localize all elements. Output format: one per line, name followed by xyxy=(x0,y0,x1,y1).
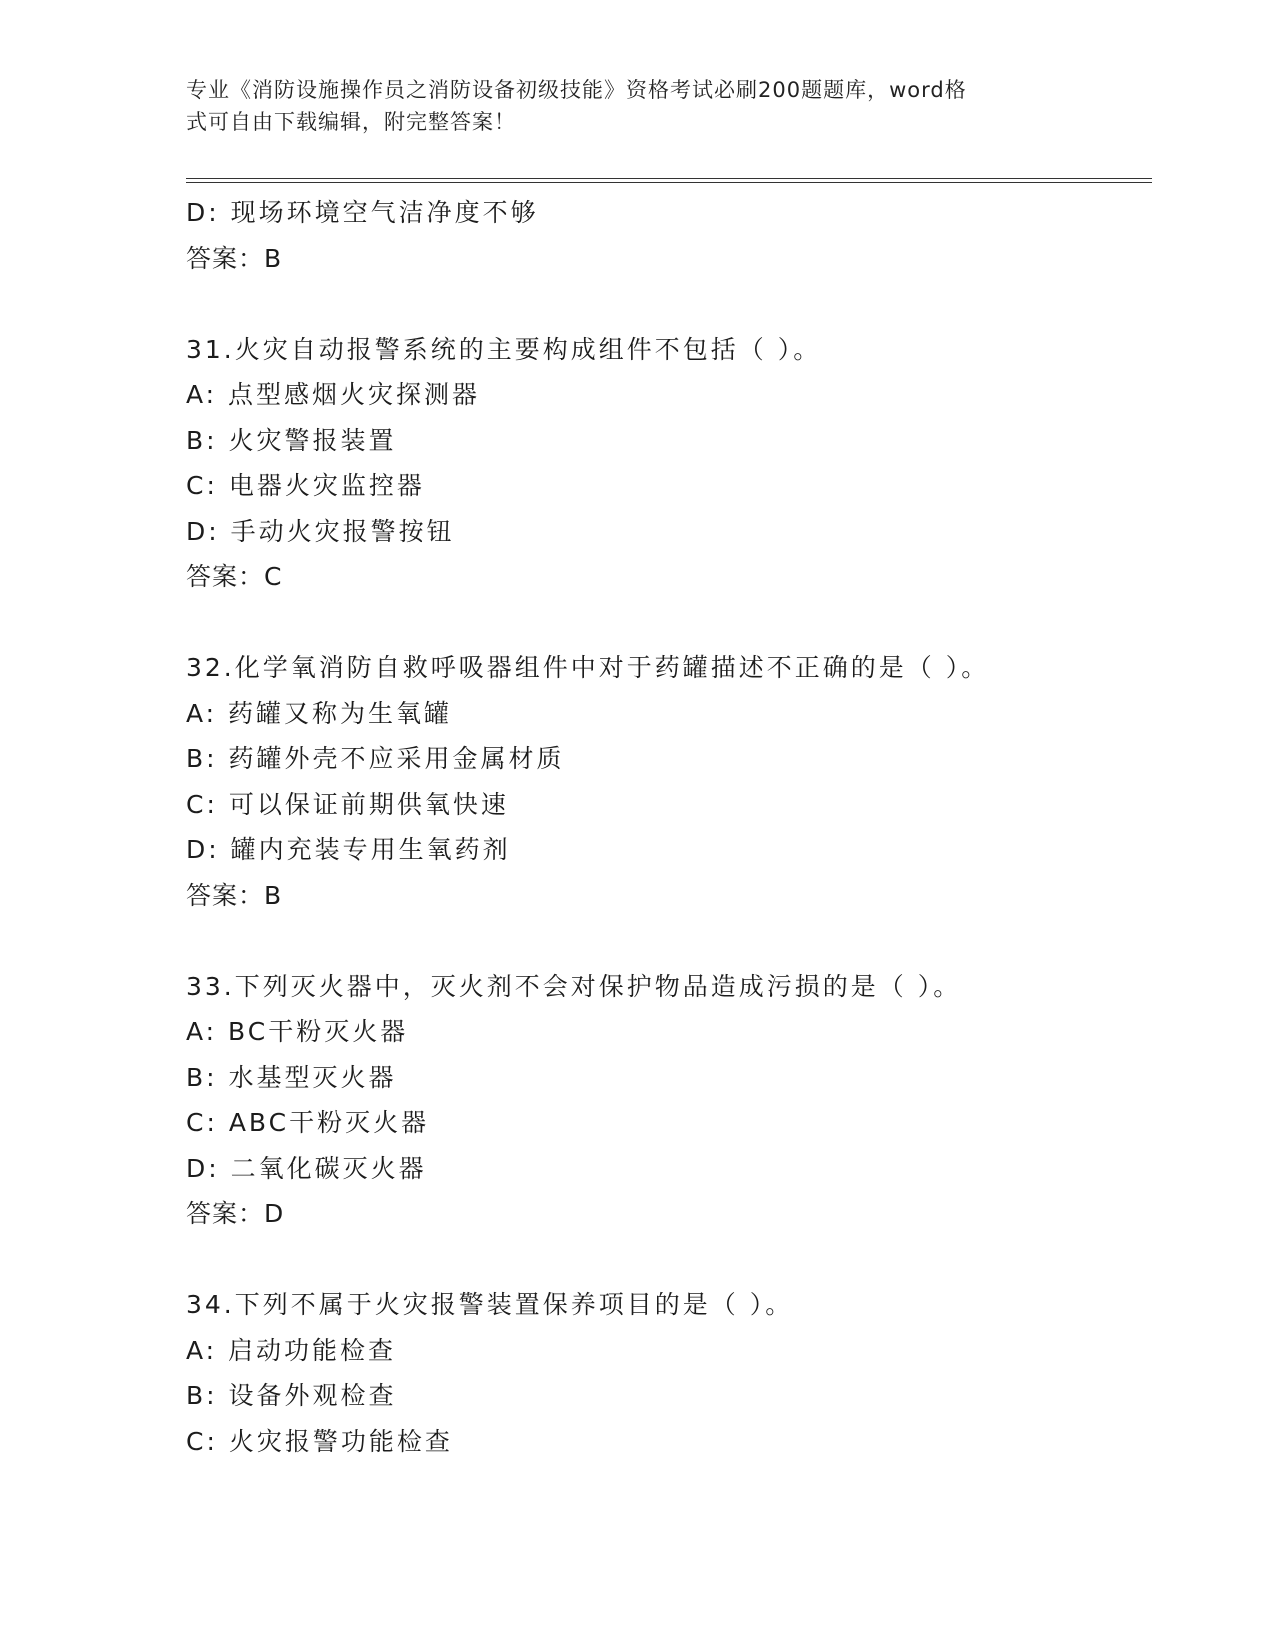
option-d: D: 罐内充装专用生氧药剂 xyxy=(186,835,511,864)
option-b: B: 药罐外壳不应采用金属材质 xyxy=(186,744,565,773)
question-stem: 31.火灾自动报警系统的主要构成组件不包括（ ）。 xyxy=(186,334,822,364)
question-31 xyxy=(186,327,1146,600)
option-c: C: 火灾报警功能检查 xyxy=(186,1426,453,1456)
option-d: D: 现场环境空气洁净度不够 xyxy=(186,198,539,227)
option-b: B: 火灾警报装置 xyxy=(186,425,397,455)
option-c: C: 电器火灾监控器 xyxy=(186,471,425,500)
answer: 答案：D xyxy=(186,1199,285,1228)
spacer xyxy=(186,918,1146,964)
header-divider-bottom xyxy=(186,182,1152,183)
spacer xyxy=(186,1237,1146,1283)
header-divider-top xyxy=(186,178,1152,179)
option-a: A: BC干粉灭火器 xyxy=(186,1017,409,1046)
spacer xyxy=(186,281,1146,327)
option-a: A: 点型感烟火灾探测器 xyxy=(186,380,481,409)
option-d: D: 二氧化碳灭火器 xyxy=(186,1153,427,1183)
answer: 答案：B xyxy=(186,243,283,273)
question-33 xyxy=(186,964,1146,1237)
spacer xyxy=(186,600,1146,646)
option-c: C: 可以保证前期供氧快速 xyxy=(186,789,509,819)
option-a: A: 启动功能检查 xyxy=(186,1335,397,1365)
option-d: D: 手动火灾报警按钮 xyxy=(186,516,455,546)
question-list xyxy=(186,190,1146,1464)
option-a: A: 药罐又称为生氧罐 xyxy=(186,698,453,728)
option-b: B: 设备外观检查 xyxy=(186,1381,397,1410)
answer: 答案：C xyxy=(186,562,283,591)
header-line-1: 专业《消防设施操作员之消防设备初级技能》资格考试必刷200题题库，word格 xyxy=(186,78,967,102)
option-c: C: ABC干粉灭火器 xyxy=(186,1108,430,1137)
header-line-2: 式可自由下载编辑，附完整答案！ xyxy=(186,110,516,134)
document-header xyxy=(186,74,1066,138)
question-stem: 32.化学氧消防自救呼吸器组件中对于药罐描述不正确的是（ ）。 xyxy=(186,653,990,682)
option-b: B: 水基型灭火器 xyxy=(186,1062,397,1092)
question-stem: 33.下列灭火器中，灭火剂不会对保护物品造成污损的是（ ）。 xyxy=(186,971,962,1001)
question-stem: 34.下列不属于火灾报警装置保养项目的是（ ）。 xyxy=(186,1290,794,1319)
question-32 xyxy=(186,645,1146,918)
question-34 xyxy=(186,1282,1146,1464)
answer: 答案：B xyxy=(186,880,283,910)
